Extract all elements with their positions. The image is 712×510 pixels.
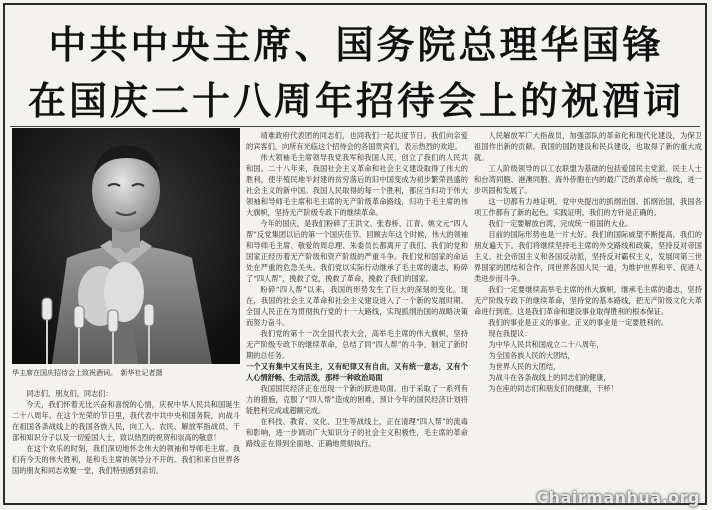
portrait-illustration [12, 128, 240, 364]
toast-line: 为世界人民的大团结， [488, 362, 561, 371]
paragraph: 靖难政府代表团的同志们，也同我们一起共度节日。我们向亲爱的宾客们，向所有光临这个招待会的各国贵宾们，表示热烈的欢迎。 [246, 131, 468, 151]
paragraph: 今年的国庆，是我们粉碎了王洪文、张春桥、江青、姚文元“四人帮”反党集团以后的第一个国庆佳节。回顾去年这个时候，伟大的领袖和导师毛主席、敬爱的周总理、朱委员长都离开了我们。我们的党和国家正经历着无产阶级和资产阶级的严重斗争。我们党和国家的命运处在严重的危急关头。我们党以实际行动继承了毛主席的遗志，粉碎了“四人帮”，挽救了党，挽救了革命，挽救了我们的国家。 [246, 219, 468, 283]
paragraph: 工人阶级领导的以工农联盟为基础的包括爱国民主党派、民主人士和台湾同胞、港澳同胞、海外侨胞在内的最广泛的革命统一战线，进一步巩固和发展了。 [474, 164, 702, 195]
headline-line-2: 在国庆二十八周年招待会上的祝酒词 [27, 79, 684, 123]
paragraph: 我们党的第十一次全国代表大会，高举毛主席的伟大旗帜，坚持无产阶级专政下的继续革命，总结了同“四人帮”的斗争，制定了新时期的总任务。 [246, 329, 468, 360]
paragraph: 在科技、教育、文化、卫生等战线上，正在清理“四人帮”的流毒和影响，进一步调动广大知识分子的社会主义积极性，毛主席的革命路线正在得到全面地、正确地贯彻执行。 [246, 417, 468, 448]
article-column-2 [246, 130, 468, 500]
headline-divider [10, 126, 700, 127]
paragraph: 我国国民经济正在出现一个新的跃进局面。由于采取了一系列有力的措施，克服了“四人帮”造成的困难，预计今年的国民经济计划将能胜利完成或超额完成。 [246, 384, 468, 415]
paragraph: 我们一定要解放台湾，完成统一祖国的大业。 [488, 219, 633, 228]
emphasized-quote: 一个又有集中又有民主，又有纪律又有自由，又有统一意志，又有个人心情舒畅、生动活泼，那样一种政治局面 [246, 362, 468, 382]
headline-line-1: 中共中央主席、国务院总理华国锋 [48, 23, 664, 67]
paragraph: 粉碎“四人帮”以来，我国的形势发生了巨大的深刻的变化。现在，我国的社会主义革命和社会主义建设进入了一个新的发展时期。全国人民正在为贯彻执行党的十一大路线，实现抓纲治国的战略决策而努力奋斗。 [246, 285, 468, 327]
portrait-photo [12, 128, 240, 364]
paragraph: 伟大领袖毛主席领导我党我军和我国人民，创立了我们的人民共和国。二十八年来，我国社会主义革命和社会主义建设取得了伟大的胜利，使半殖民地半封建的贫穷落后的旧中国变成为初步繁荣昌盛的社会主义的新中国。我国人民取得的每一个胜利，都应当归功于伟大领袖和导师毛主席和毛主席的无产阶级革命路线，归功于毛主席的伟大旗帜，坚持无产阶级专政下的继续革命。 [246, 153, 468, 217]
toast-line: 为在座的同志们和朋友们的健康，干杯！ [488, 384, 618, 393]
paragraph: 同志们，朋友们，同志们： [26, 389, 113, 398]
article-column-3 [474, 130, 702, 500]
paragraph: 现在我提议： [488, 329, 532, 338]
article-column-1 [12, 388, 240, 500]
paragraph: 在这个欢乐的时刻，我们深切地怀念伟大的领袖和导师毛主席。我们有今天的伟大胜利，是和毛主席的领导分不开的。我们和来自世界各国的朋友和同志欢聚一堂，我们特别感到亲切。 [12, 444, 240, 475]
paragraph: 我们一定要继续高举毛主席的伟大旗帜，继承毛主席的遗志，坚持无产阶级专政下的继续革命，坚持党的基本路线，把无产阶级文化大革命进行到底。这是我们革命和建设事业取得胜利的根本保证。 [474, 285, 702, 316]
photo-caption: 华主席在国庆招待会上致祝酒词。 新华社记者摄 [12, 369, 163, 377]
paragraph: 我们的事业是正义的事业。正义的事业是一定要胜利的。 [488, 318, 669, 327]
site-watermark: Chairmanhua.org [536, 488, 700, 507]
paragraph: 目前的国际形势也是一片大好。我们的国际威望不断提高，我们的朋友遍天下。我们将继续坚持毛主席的外交路线和政策，坚持反对帝国主义、社会帝国主义和各国反动派，坚持反对霸权主义，发展同第三世界国家的团结和合作，同世界各国人民一道，为维护世界和平、促进人类进步而斗争。 [474, 230, 702, 283]
toast-line: 为战斗在各条战线上的同志们的健康， [488, 373, 611, 382]
toast-line: 为中华人民共和国成立二十八周年， [488, 340, 604, 349]
paragraph: 人民解放军广大指战员，加强部队的革命化和现代化建设，为保卫祖国作出新的贡献。我国的国防建设和民兵建设，也取得了新的重大成就。 [474, 131, 702, 162]
paragraph: 今天，我们怀着无比兴奋和喜悦的心情，庆祝中华人民共和国诞生二十八周年。在这个光荣的节日里，我代表中共中央和国务院，向战斗在祖国各条战线上的我国各族人民，向工人、农民、解放军指战员、干部和知识分子以及一切爱国人士，致以热烈的祝贺和崇高的敬意！ [12, 400, 240, 442]
toast-line: 为全国各族人民的大团结， [488, 351, 575, 360]
paragraph: 这一切都有力地证明，党中央提出的抓纲治国、抓纲治国，我国各项工作都有了新的起色。实践证明，我们的方针是正确的。 [474, 197, 702, 217]
